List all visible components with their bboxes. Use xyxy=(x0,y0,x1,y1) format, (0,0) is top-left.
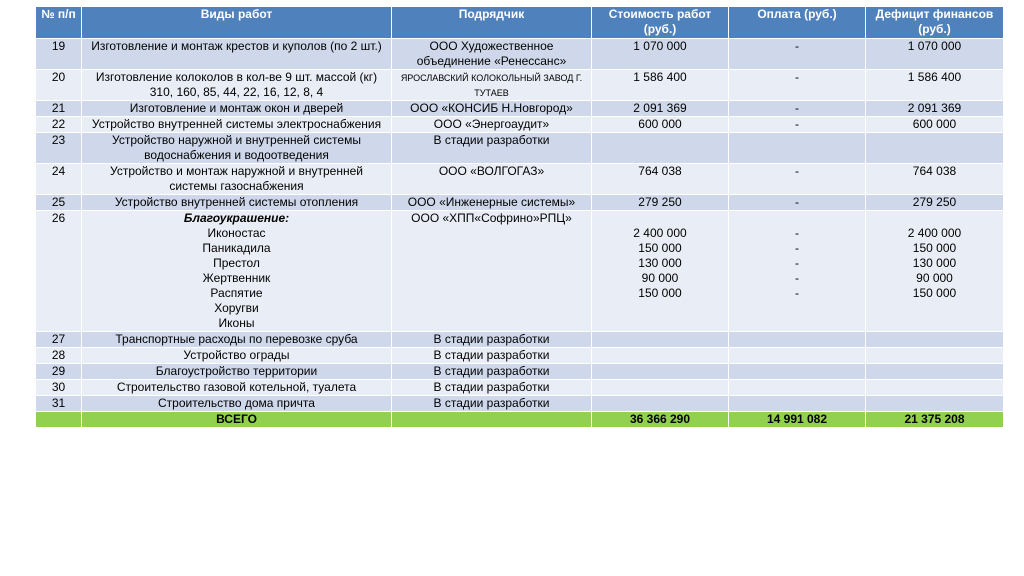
row-cost xyxy=(592,380,729,396)
row-work: Благоустройство территории xyxy=(82,364,392,380)
row-cost xyxy=(592,396,729,412)
row-deficit: 764 038 xyxy=(866,164,1004,195)
row-paid: - xyxy=(729,101,866,117)
row-num: 23 xyxy=(36,133,82,164)
table-row xyxy=(36,70,1004,101)
row-cost: 1 586 400 xyxy=(592,70,729,101)
col-header-num: № п/п xyxy=(36,7,82,39)
row-num: 21 xyxy=(36,101,82,117)
decoration-paid: - xyxy=(795,226,799,240)
table-row xyxy=(36,133,1004,164)
row-deficit xyxy=(866,380,1004,396)
total-cost: 36 366 290 xyxy=(592,412,729,428)
row-paid xyxy=(729,380,866,396)
table-row xyxy=(36,117,1004,133)
row-contractor: ООО Художественное объединение «Ренессанс» xyxy=(392,39,592,70)
row-deficit xyxy=(866,133,1004,164)
row-paid xyxy=(729,211,866,332)
table-row xyxy=(36,380,1004,396)
decoration-cost: 150 000 xyxy=(638,286,682,300)
total-row xyxy=(36,412,1004,428)
row-deficit: 2 091 369 xyxy=(866,101,1004,117)
row-paid xyxy=(729,364,866,380)
total-contractor xyxy=(392,412,592,428)
table-row xyxy=(36,396,1004,412)
row-work xyxy=(82,211,392,332)
col-header-deficit: Дефицит финансов (руб.) xyxy=(866,7,1004,39)
total-num xyxy=(36,412,82,428)
row-paid xyxy=(729,396,866,412)
row-paid xyxy=(729,133,866,164)
row-num: 29 xyxy=(36,364,82,380)
row-cost xyxy=(592,211,729,332)
decoration-item: Иконы xyxy=(218,316,255,330)
row-deficit xyxy=(866,348,1004,364)
row-contractor: В стадии разработки xyxy=(392,133,592,164)
row-work: Изготовление и монтаж крестов и куполов (по 2 шт.) xyxy=(82,39,392,70)
row-num: 25 xyxy=(36,195,82,211)
row-deficit: 1 586 400 xyxy=(866,70,1004,101)
row-cost: 2 091 369 xyxy=(592,101,729,117)
table-row xyxy=(36,39,1004,70)
decoration-item: Жертвенник xyxy=(202,271,271,285)
row-deficit: 1 070 000 xyxy=(866,39,1004,70)
col-header-contractor: Подрядчик xyxy=(392,7,592,39)
table-row xyxy=(36,101,1004,117)
row-contractor: ООО «Энергоаудит» xyxy=(392,117,592,133)
total-deficit: 21 375 208 xyxy=(866,412,1004,428)
total-label: ВСЕГО xyxy=(82,412,392,428)
row-num: 28 xyxy=(36,348,82,364)
row-paid: - xyxy=(729,117,866,133)
row-cost: 600 000 xyxy=(592,117,729,133)
row-paid: - xyxy=(729,39,866,70)
row-contractor: В стадии разработки xyxy=(392,348,592,364)
decoration-cost: 2 400 000 xyxy=(633,226,687,240)
decoration-item: Паникадила xyxy=(202,241,271,255)
row-num: 30 xyxy=(36,380,82,396)
row-deficit xyxy=(866,332,1004,348)
row-work: Устройство внутренней системы отопления xyxy=(82,195,392,211)
table-row xyxy=(36,332,1004,348)
row-contractor: В стадии разработки xyxy=(392,380,592,396)
col-header-work: Виды работ xyxy=(82,7,392,39)
decoration-deficit: 90 000 xyxy=(916,271,953,285)
row-deficit xyxy=(866,364,1004,380)
header-row xyxy=(36,7,1004,39)
row-contractor: ООО «ВОЛГОГАЗ» xyxy=(392,164,592,195)
decoration-paid: - xyxy=(795,241,799,255)
row-deficit: 600 000 xyxy=(866,117,1004,133)
row-deficit xyxy=(866,396,1004,412)
row-num: 22 xyxy=(36,117,82,133)
row-deficit xyxy=(866,211,1004,332)
row-contractor: В стадии разработки xyxy=(392,332,592,348)
row-paid xyxy=(729,348,866,364)
row-cost xyxy=(592,133,729,164)
row-work: Строительство дома причта xyxy=(82,396,392,412)
row-work: Устройство ограды xyxy=(82,348,392,364)
row-contractor: В стадии разработки xyxy=(392,364,592,380)
table-row xyxy=(36,364,1004,380)
decoration-item: Иконостас xyxy=(207,226,266,240)
works-table xyxy=(35,6,1004,428)
row-contractor xyxy=(392,70,592,101)
row-paid: - xyxy=(729,164,866,195)
decoration-paid: - xyxy=(795,256,799,270)
decoration-cost: 130 000 xyxy=(638,256,682,270)
row-work: Устройство наружной и внутренней системы водоснабжения и водоотведения xyxy=(82,133,392,164)
row-cost xyxy=(592,332,729,348)
decoration-item: Престол xyxy=(213,256,260,270)
row-cost: 1 070 000 xyxy=(592,39,729,70)
row-paid: - xyxy=(729,195,866,211)
row-contractor: ООО «ХПП«Софрино»РПЦ» xyxy=(392,211,592,332)
decoration-deficit: 150 000 xyxy=(912,286,957,300)
row-cost xyxy=(592,348,729,364)
total-paid: 14 991 082 xyxy=(729,412,866,428)
decoration-item: Распятие xyxy=(210,286,263,300)
row-work: Транспортные расходы по перевозке сруба xyxy=(82,332,392,348)
row-work: Устройство и монтаж наружной и внутренней системы газоснабжения xyxy=(82,164,392,195)
col-header-paid: Оплата (руб.) xyxy=(729,7,866,39)
decoration-paid: - xyxy=(795,286,799,300)
row-num: 19 xyxy=(36,39,82,70)
table-row-decoration xyxy=(36,211,1004,332)
row-paid xyxy=(729,332,866,348)
row-contractor: В стадии разработки xyxy=(392,396,592,412)
row-work: Изготовление и монтаж окон и дверей xyxy=(82,101,392,117)
decoration-item: Хоругви xyxy=(214,301,259,315)
col-header-cost: Стоимость работ (руб.) xyxy=(592,7,729,39)
row-num: 27 xyxy=(36,332,82,348)
decoration-deficit: 2 400 000 xyxy=(907,226,962,240)
row-num: 24 xyxy=(36,164,82,195)
decoration-paid: - xyxy=(795,271,799,285)
row-work: Устройство внутренней системы электроснабжения xyxy=(82,117,392,133)
row-cost: 279 250 xyxy=(592,195,729,211)
decoration-cost: 90 000 xyxy=(641,271,679,285)
row-contractor-text: ЯРОСЛАВСКИЙ КОЛОКОЛЬНЫЙ ЗАВОД Г. ТУТАЕВ xyxy=(400,73,583,98)
table-row xyxy=(36,348,1004,364)
row-contractor: ООО «КОНСИБ Н.Новгород» xyxy=(392,101,592,117)
row-work: Изготовление колоколов в кол-ве 9 шт. массой (кг) 310, 160, 85, 44, 22, 16, 12, 8, 4 xyxy=(82,70,392,101)
row-num: 31 xyxy=(36,396,82,412)
row-deficit: 279 250 xyxy=(866,195,1004,211)
row-paid: - xyxy=(729,70,866,101)
row-work: Строительство газовой котельной, туалета xyxy=(82,380,392,396)
decoration-deficit: 130 000 xyxy=(912,256,957,270)
row-contractor: ООО «Инженерные системы» xyxy=(392,195,592,211)
decoration-cost: 150 000 xyxy=(638,241,682,255)
decoration-deficit: 150 000 xyxy=(912,241,957,255)
decoration-heading: Благоукрашение: xyxy=(183,211,290,225)
row-cost: 764 038 xyxy=(592,164,729,195)
row-num: 20 xyxy=(36,70,82,101)
row-num: 26 xyxy=(36,211,82,332)
table-row xyxy=(36,195,1004,211)
table-row xyxy=(36,164,1004,195)
row-cost xyxy=(592,364,729,380)
